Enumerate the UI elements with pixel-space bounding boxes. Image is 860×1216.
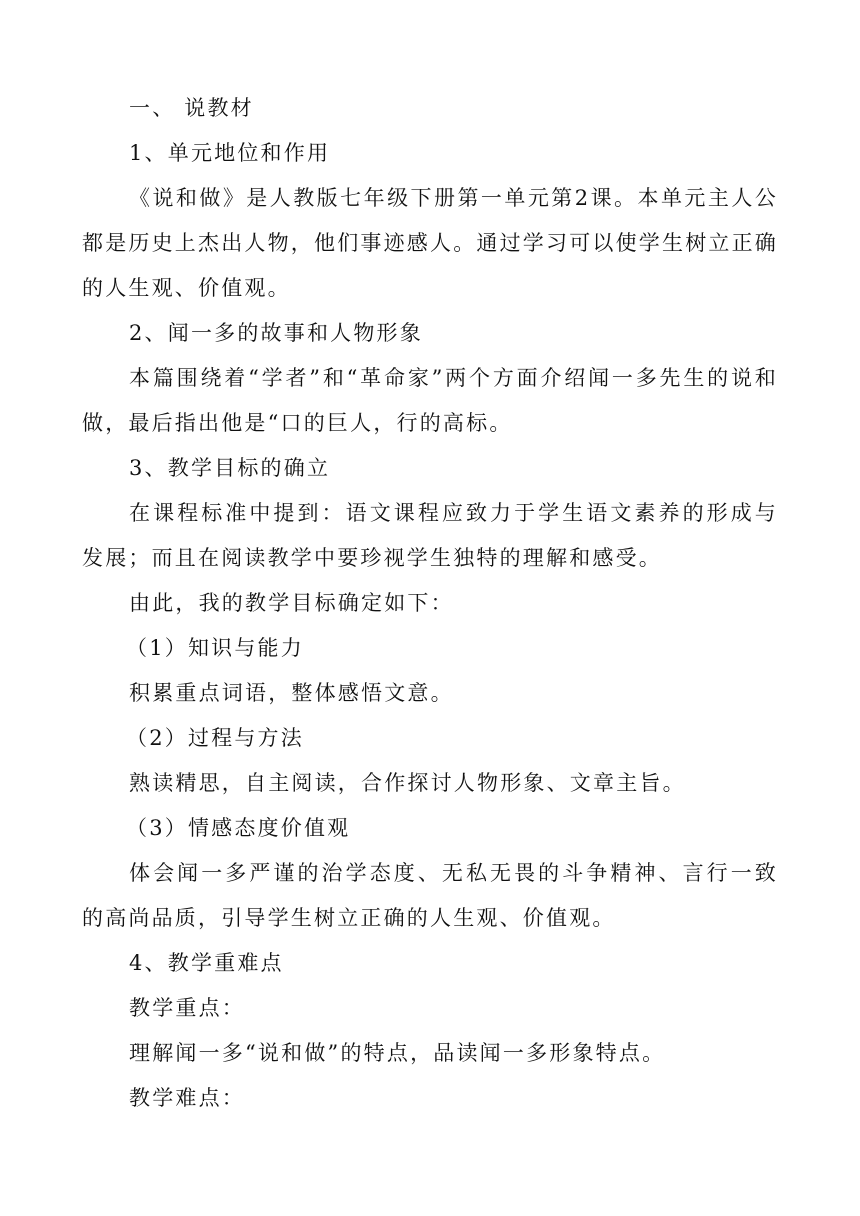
subheading-story-character: 2、闻一多的故事和人物形象	[129, 321, 423, 345]
section-heading: 一、 说教材	[129, 96, 254, 120]
label-key-point: 教学重点：	[129, 996, 245, 1020]
goal-heading-process: （2）过程与方法	[126, 726, 304, 750]
goal-heading-emotion: （3）情感态度价值观	[126, 816, 351, 840]
goal-text-process: 熟读精思，自主阅读，合作探讨人物形象、文章主旨。	[129, 771, 686, 795]
goal-text-emotion: 体会闻一多严谨的治学态度、无私无畏的斗争精神、言行一致的高尚品质，引导学生树立正确的人生观、价值观。	[82, 861, 778, 930]
paragraph-story-character: 本篇围绕着“学者”和“革命家”两个方面介绍闻一多先生的说和做，最后指出他是“口的巨人，行的高标。	[82, 366, 778, 435]
subheading-teaching-goals: 3、教学目标的确立	[129, 456, 331, 480]
subheading-key-points: 4、教学重难点	[129, 951, 284, 975]
paragraph-curriculum-standard: 在课程标准中提到：语文课程应致力于学生语文素养的形成与发展；而且在阅读教学中要珍视学生独特的理解和感受。	[82, 501, 778, 570]
label-difficult-point: 教学难点：	[129, 1086, 245, 1110]
paragraph-goals-intro: 由此，我的教学目标确定如下：	[129, 591, 454, 615]
subheading-unit-role: 1、单元地位和作用	[129, 141, 331, 165]
goal-text-knowledge: 积累重点词语，整体感悟文意。	[129, 681, 454, 705]
document-body	[82, 86, 778, 1121]
goal-heading-knowledge: （1）知识与能力	[126, 636, 304, 660]
text-key-point: 理解闻一多“说和做”的特点，品读闻一多形象特点。	[129, 1041, 666, 1065]
paragraph-unit-role: 《说和做》是人教版七年级下册第一单元第2课。本单元主人公都是历史上杰出人物，他们事迹感人。通过学习可以使学生树立正确的人生观、价值观。	[82, 186, 778, 300]
